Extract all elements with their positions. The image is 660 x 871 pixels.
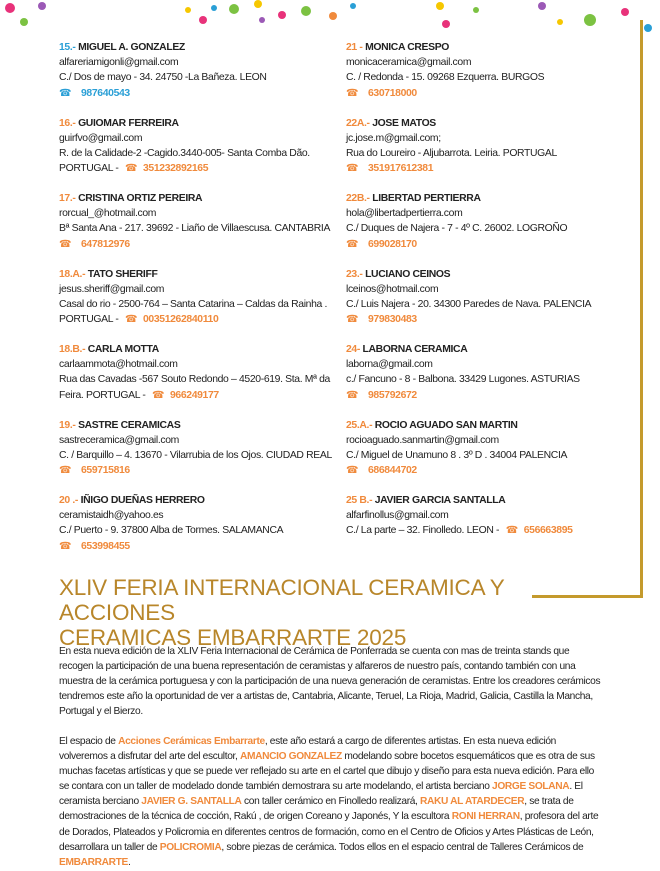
contact-entry <box>59 267 359 343</box>
phone-icon: ☎ <box>346 87 359 99</box>
contact-phone[interactable]: 647812976 <box>81 238 130 250</box>
contact-name: MIGUEL A. GONZALEZ <box>78 42 185 53</box>
contact-number: 16.- <box>59 117 76 129</box>
para2-text: El espacio de <box>59 736 119 747</box>
contact-phone-prefix: C./ La parte – 32. Finolledo. LEON - <box>346 525 500 537</box>
contact-entry <box>59 493 359 569</box>
contact-number: 23.- <box>346 268 363 280</box>
phone-icon: ☎ <box>124 163 138 175</box>
contact-number: 18.B.- <box>59 344 86 355</box>
contact-number: 25 B.- <box>346 495 373 506</box>
highlight-amancio: AMANCIO GONZALEZ <box>239 751 342 763</box>
contact-name: ROCIO AGUADO SAN MARTIN <box>374 419 518 431</box>
contact-email[interactable]: jesus.sheriff@gmail.com <box>59 283 165 295</box>
highlight-jorge-solana: JORGE SOLANA <box>492 781 570 793</box>
heading-line-2: CERAMICAS EMBARRARTE 2025 <box>59 625 407 650</box>
contact-number: 20 .- <box>59 495 79 506</box>
contact-email[interactable]: jc.jose.m@gmail.com; <box>346 132 441 144</box>
contact-entry <box>59 191 359 267</box>
contact-name: LABORNA CERAMICA <box>362 344 468 355</box>
contact-entry <box>59 418 359 494</box>
contact-number: 25.A.- <box>346 419 373 431</box>
contact-entry <box>346 116 646 192</box>
contact-phone[interactable]: 630718000 <box>368 87 417 99</box>
contact-name: GUIOMAR FERREIRA <box>78 117 179 129</box>
contact-email[interactable]: alfarfinollus@gmail.com <box>346 510 449 522</box>
phone-icon: ☎ <box>346 314 359 326</box>
contact-number: 22B.- <box>346 193 370 204</box>
highlight-acciones: Acciones Cerámicas Embarrarte <box>118 736 265 747</box>
contact-address: Rua do Loureiro - Aljubarrota. Leiria. PORTUGAL <box>346 147 557 159</box>
phone-icon: ☎ <box>59 87 72 99</box>
heading-line-1: XLIV FERIA INTERNACIONAL CERAMICA Y ACCIONES <box>59 575 505 625</box>
contact-address: C./ Duques de Najera - 7 - 4º C. 26002. LOGROÑO <box>346 223 568 235</box>
contact-phone[interactable]: 653998455 <box>81 540 130 552</box>
contact-number: 15.- <box>59 42 76 53</box>
contact-entry <box>346 40 646 116</box>
contact-email[interactable]: guirfvo@gmail.com <box>59 132 143 144</box>
contact-entry <box>59 342 359 418</box>
para2-text: , profesora del arte de Dorados, Plateados y Policromia en diferentes centros de formación, como en el Centro de Oficios y Artes Plásticas de León, desarrollara un taller de <box>59 811 599 853</box>
phone-icon: ☎ <box>124 314 138 326</box>
contact-address: Bª Santa Ana - 217. 39692 - Liaño de Villaescusa. CANTABRIA <box>59 223 331 235</box>
contact-address: C. / Redonda - 15. 09268 Ezquerra. BURGOS <box>346 72 545 84</box>
contact-entry <box>346 493 646 569</box>
para2-text: , este año estará a cargo de diferentes artistas. En esta nueva edición volveremos a disfrutar del arte del escultor, <box>59 736 556 763</box>
para2-text: . <box>127 856 131 868</box>
contact-email[interactable]: monicaceramica@gmail.com <box>346 57 472 69</box>
contact-entry <box>346 191 646 267</box>
contact-name: LIBERTAD PERTIERRA <box>372 193 481 204</box>
phone-icon: ☎ <box>505 525 518 537</box>
contact-email[interactable]: ceramistaidh@yahoo.es <box>59 510 164 522</box>
contact-address: C./ Dos de mayo - 34. 24750 -La Bañeza. LEON <box>59 72 267 84</box>
contact-email[interactable]: alfareriamigonli@gmail.com <box>59 57 179 69</box>
contact-phone-prefix: Feira. PORTUGAL - <box>59 389 146 401</box>
phone-icon: ☎ <box>59 465 72 477</box>
contact-name: LUCIANO CEINOS <box>365 268 451 280</box>
decorative-horizontal-rule <box>532 595 643 598</box>
para2-text: con taller cerámico en Finolledo realizará, <box>241 796 421 808</box>
contact-phone-prefix: PORTUGAL - <box>59 163 119 175</box>
contact-email[interactable]: hola@libertadpertierra.com <box>346 208 463 220</box>
contact-address: C./ Miguel de Unamuno 8 . 3º D . 34004 PALENCIA <box>346 449 568 461</box>
para2-text: modelando sobre bocetos esquemáticos que es otra de sus muchas facetas artísticas y que se puede ver reflejado su arte en el cartel que dibujo y diseño para esta nueva edición. Para ello se contara con un taller de modelado donde también demostrara su arte modelando, el artista berciano <box>59 751 595 793</box>
contact-name: CRISTINA ORTIZ PEREIRA <box>78 193 203 204</box>
phone-icon: ☎ <box>151 389 165 401</box>
para2-text: , se trata de demostraciones de la técnica de cocción, Rakú , de origen Coreano y Japonés, Y la escultora <box>59 796 574 823</box>
contacts-left-column <box>59 40 359 569</box>
contact-address: Rua das Cavadas -567 Souto Redondo – 4520-619. Sta. Mª da <box>59 374 330 386</box>
contact-name: JOSE MATOS <box>372 117 436 129</box>
contact-phone[interactable]: 351917612381 <box>368 163 434 175</box>
contact-email[interactable]: laborna@gmail.com <box>346 359 433 371</box>
section-heading <box>59 575 539 650</box>
contact-address: C./ Luis Najera - 20. 34300 Paredes de Nava. PALENCIA <box>346 298 592 310</box>
contact-name: JAVIER GARCIA SANTALLA <box>374 495 506 506</box>
para2-text: , sobre piezas de cerámica. Todos ellos en el espacio central de Talleres Cerámicos de <box>221 841 584 853</box>
contact-name: CARLA MOTTA <box>87 344 159 355</box>
contact-address: Casal do rio - 2500-764 – Santa Catarina – Caldas da Rainha . <box>59 298 328 310</box>
phone-icon: ☎ <box>346 465 359 477</box>
contact-email[interactable]: carlaammota@hotmail.com <box>59 359 178 371</box>
contact-number: 21 - <box>346 42 363 53</box>
contact-address: C./ Puerto - 9. 37800 Alba de Tormes. SALAMANCA <box>59 525 284 537</box>
contact-phone[interactable]: 979830483 <box>368 314 417 326</box>
contact-entry <box>346 267 646 343</box>
contact-phone[interactable]: 987640543 <box>81 87 130 99</box>
phone-icon: ☎ <box>59 238 72 250</box>
para2-text: . El ceramista berciano <box>59 781 583 808</box>
contact-name: TATO SHERIFF <box>87 268 158 280</box>
highlight-policromia: POLICROMIA <box>159 841 222 853</box>
contact-email[interactable]: rorcual_@hotmail.com <box>59 208 157 220</box>
embarrarte-paragraph <box>59 734 604 870</box>
contact-email[interactable]: rocioaguado.sanmartin@gmail.com <box>346 434 499 446</box>
phone-icon: ☎ <box>346 238 359 250</box>
contact-entry <box>59 40 359 116</box>
contact-name: MONICA CRESPO <box>365 42 450 53</box>
contacts-right-column <box>346 40 646 569</box>
phone-icon: ☎ <box>346 163 359 175</box>
contact-number: 18.A.- <box>59 268 86 280</box>
highlight-raku: RAKU AL ATARDECER <box>420 796 525 808</box>
contact-phone[interactable]: 686844702 <box>368 465 417 477</box>
contact-phone[interactable]: 351232892165 <box>142 163 209 175</box>
highlight-roni-herran: RONI HERRAN <box>451 811 520 823</box>
highlight-embarrarte: EMBARRARTE <box>59 856 128 868</box>
contact-email[interactable]: lceinos@hotmail.com <box>346 283 439 295</box>
contact-phone[interactable]: 656663895 <box>523 525 573 537</box>
decorative-confetti-dots <box>0 0 660 40</box>
phone-icon: ☎ <box>346 389 359 401</box>
intro-paragraph: En esta nueva edición de la XLIV Feria Internacional de Cerámica de Ponferrada se cuenta con mas de treinta stands que recogen la participación de una buena representación de ceramistas y alfareros de nuestro país, contando también con una muestra de la cerámica portuguesa y con la participación de una nueva generación de ceramistas. Entre los creadores cerámicos tendremos este año la oportunidad de ver a artistas de, Cantabria, Alicante, Teruel, La Rioja, Madrid, Galicia, Castilla la Mancha, Portugal y el Bierzo. <box>59 646 601 718</box>
contact-phone-prefix: PORTUGAL - <box>59 314 119 326</box>
contact-phone[interactable]: 659715816 <box>81 465 130 477</box>
phone-icon: ☎ <box>59 540 72 552</box>
contact-email[interactable]: sastreceramica@gmail.com <box>59 434 179 446</box>
contact-phone[interactable]: 699028170 <box>368 238 417 250</box>
contact-phone[interactable]: 985792672 <box>368 389 417 401</box>
contact-number: 24- <box>346 344 360 355</box>
contact-number: 22A.- <box>346 117 370 129</box>
highlight-javier-santalla: JAVIER G. SANTALLA <box>141 796 242 808</box>
contact-phone[interactable]: 966249177 <box>169 389 219 401</box>
contact-phone[interactable]: 00351262840110 <box>142 314 219 326</box>
contact-address: R. de la Calidade-2 -Cagido.3440-005- Santa Comba Dão. <box>59 147 310 159</box>
contact-number: 19.- <box>59 419 76 431</box>
contact-address: C. / Barquillo – 4. 13670 - Vilarrubia de los Ojos. CIUDAD REAL <box>59 449 332 461</box>
contact-name: IÑIGO DUEÑAS HERRERO <box>80 495 205 506</box>
contact-number: 17.- <box>59 193 76 204</box>
contact-entry <box>346 418 646 494</box>
contact-entry <box>346 342 646 418</box>
contact-address: c./ Fancuno - 8 - Balbona. 33429 Lugones. ASTURIAS <box>346 374 580 386</box>
contact-entry <box>59 116 359 192</box>
contact-name: SASTRE CERAMICAS <box>78 419 181 431</box>
